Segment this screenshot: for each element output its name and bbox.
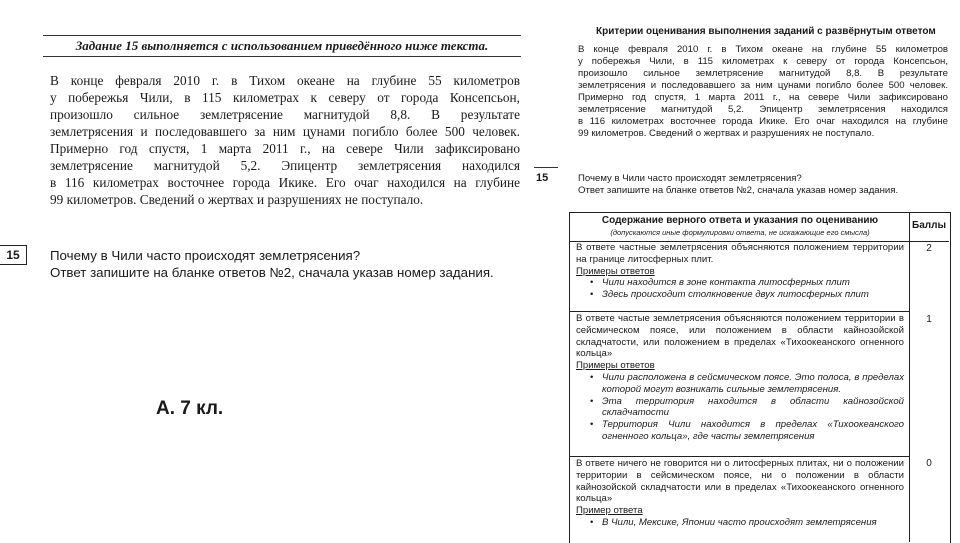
passage-line: в 116 километрах восточнее города Икике. Его очаг находился на глубине	[578, 116, 948, 127]
row-score: 0	[926, 458, 932, 469]
passage-line: В конце февраля 2010 г. в Тихом океане на глубине 55 километров	[50, 73, 520, 88]
examples-header: Примеры ответов	[576, 265, 655, 277]
passage-text	[50, 72, 520, 208]
passage-line: Примерно год спустя, 1 марта 2011 г., на севере Чили зафиксировано	[578, 92, 948, 103]
row-criterion: В ответе частые землетрясения объясняются положением территории в сейсмическом поясе, или положением в области кайнозойской складчатости, или положением в пределах «Тихоокеанского огненного кольца»	[576, 313, 904, 360]
passage-line: в 116 километрах восточнее города Икике. Его очаг находился на глубине	[50, 175, 520, 190]
question-number-box: 15	[0, 245, 27, 265]
table-header-score: Баллы	[912, 220, 946, 231]
example-item: • Территория Чили находится в пределах «Тихоокеанского огненного кольца», где часты землетрясения	[576, 419, 904, 443]
table-row-rule	[569, 456, 909, 457]
table-header-sub: (допускаются иные формулировки ответа, не искажающие его смысла)	[610, 228, 870, 237]
examples-header: Примеры ответов	[576, 360, 655, 372]
table-row	[576, 242, 904, 301]
passage-line: землетрясение магнитудой 5,2. Эпицентр землетрясения находился	[578, 104, 948, 115]
task-header: Задание 15 выполняется с использованием приведённого ниже текста.	[43, 35, 521, 57]
row-score: 1	[926, 314, 932, 325]
passage-line: 99 километров. Сведений о жертвах и разрушениях не поступало.	[50, 192, 424, 207]
criteria-title: Критерии оценивания выполнения заданий с развёрнутым ответом	[596, 26, 936, 37]
table-header-main: Содержание верного ответа и указания по оцениванию	[601, 215, 879, 226]
table-header-rule	[909, 241, 949, 242]
passage-line: у побережья Чили, в 115 километрах к северу от города Консепсьон,	[578, 56, 948, 67]
passage-line: 99 километров. Сведений о жертвах и разрушениях не поступало.	[578, 128, 875, 139]
question-line: Ответ запишите на бланке ответов №2, сначала указав номер задания.	[50, 265, 494, 280]
grade-label: А. 7 кл.	[156, 398, 224, 419]
question-line: Почему в Чили часто происходят землетрясения?	[50, 248, 361, 263]
question-number: 15	[536, 172, 549, 184]
question-line: Почему в Чили часто происходят землетрясения?	[578, 173, 802, 184]
passage-line: у побережья Чили, в 115 километрах к северу от города Консепсьон,	[50, 90, 520, 105]
example-item: • Чили находится в зоне контакта литосферных плит	[576, 277, 904, 289]
table-row-rule	[569, 311, 909, 312]
passage-line: землетрясения и последовавшего за ним цунами погибло более 500 человек.	[50, 124, 520, 139]
criteria-question-text	[578, 173, 948, 197]
row-criterion: В ответе ничего не говорится ни о литосферных плитах, ни о положении территории в сейсмическом поясе, ни о положении в области кайнозойской складчатости или в пределах «Тихоокеанского огненного кольца»	[576, 458, 904, 505]
row-criterion: В ответе частные землетрясения объясняются положением территории на границе литосферных плит.	[576, 242, 904, 265]
table-column-divider	[909, 212, 910, 542]
passage-line: произошло сильное землетрясение магнитудой 8,8. В результате	[50, 107, 520, 122]
example-item: • Здесь происходит столкновение двух литосферных плит	[576, 289, 904, 301]
passage-line: Примерно год спустя, 1 марта 2011 г., на севере Чили зафиксировано	[50, 141, 520, 156]
criteria-passage-text	[578, 44, 948, 140]
question-line: Ответ запишите на бланке ответов №2, сначала указав номер задания.	[578, 185, 899, 196]
passage-line: В конце февраля 2010 г. в Тихом океане на глубине 55 километров	[578, 44, 948, 55]
row-score: 2	[926, 243, 932, 254]
passage-line: землетрясение магнитудой 5,2. Эпицентр землетрясения находился	[50, 158, 520, 173]
table-row	[576, 313, 904, 443]
question-text	[50, 247, 530, 281]
example-item: • Эта территория находится в области кайнозойской складчатости	[576, 396, 904, 420]
example-item: • Чили расположена в сейсмическом поясе. Это полоса, в пределах которой могут возникать сильные землетрясения.	[576, 372, 904, 396]
divider-line	[534, 167, 558, 168]
passage-line: произошло сильное землетрясение магнитудой 8,8. В результате	[578, 68, 948, 79]
examples-header: Пример ответа	[576, 505, 643, 517]
passage-line: землетрясения и последовавшего за ним цунами погибло более 500 человек.	[578, 80, 948, 91]
table-row	[576, 458, 904, 529]
example-item: • В Чили, Мексике, Японии часто происходят землетрясения	[576, 517, 904, 529]
